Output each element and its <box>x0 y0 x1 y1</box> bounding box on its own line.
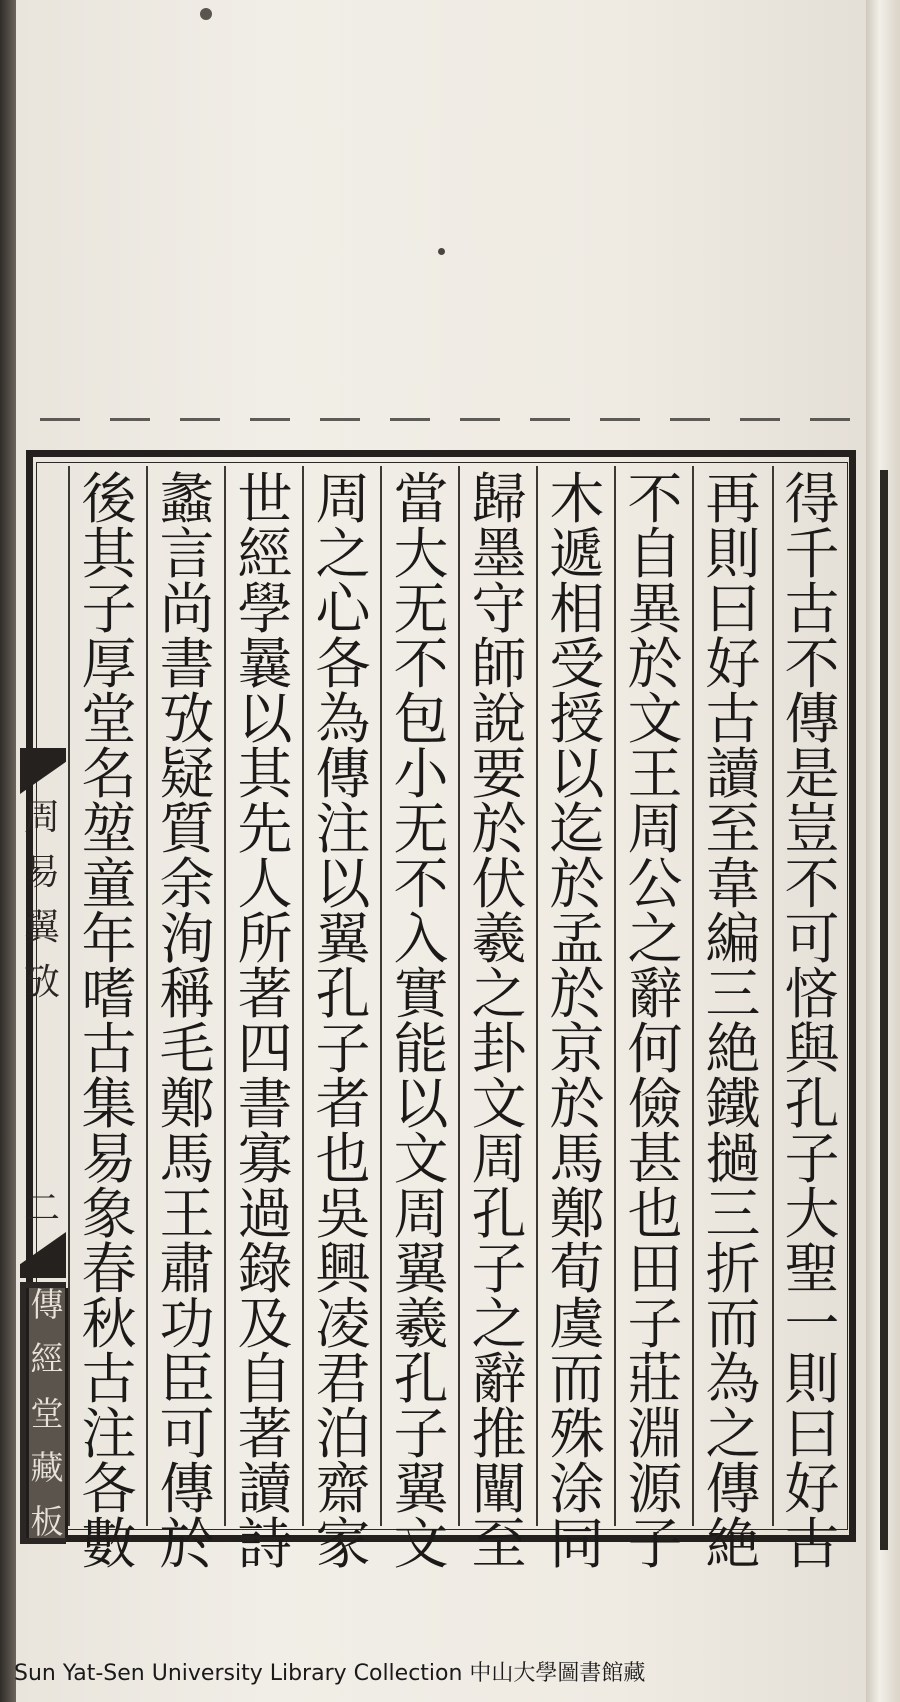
column-rule <box>68 466 70 1526</box>
glyph: 之 <box>471 962 527 1026</box>
glyph: 古 <box>784 1512 840 1576</box>
glyph: 莊 <box>627 1347 683 1411</box>
glyph: 毛 <box>159 1017 215 1081</box>
margin-page-number: 二 <box>23 1188 60 1229</box>
glyph: 詩 <box>237 1512 293 1576</box>
glyph: 入 <box>393 907 449 971</box>
glyph: 其 <box>237 742 293 806</box>
glyph: 子 <box>784 1127 840 1191</box>
glyph: 易 <box>81 1127 137 1191</box>
glyph: 大 <box>393 522 449 586</box>
glyph: 再 <box>705 467 761 531</box>
glyph: 馬 <box>549 1127 605 1191</box>
glyph: 源 <box>627 1457 683 1521</box>
glyph: 其 <box>81 522 137 586</box>
glyph: 鐵 <box>705 1072 761 1136</box>
glyph: 與 <box>784 1017 840 1081</box>
glyph: 推 <box>471 1402 527 1466</box>
glyph: 迄 <box>549 797 605 861</box>
text-column <box>695 466 771 1576</box>
glyph: 傳 <box>315 742 371 806</box>
glyph: 攷 <box>23 961 60 1003</box>
glyph: 各 <box>315 632 371 696</box>
glyph: 易 <box>23 851 60 893</box>
glyph: 可 <box>784 907 840 971</box>
glyph: 周 <box>315 467 371 531</box>
glyph: 人 <box>237 852 293 916</box>
glyph: 傳 <box>30 1285 64 1324</box>
glyph: 板 <box>30 1502 64 1541</box>
glyph: 翼 <box>393 1237 449 1301</box>
glyph: 不 <box>627 467 683 531</box>
glyph: 至 <box>705 797 761 861</box>
glyph: 周 <box>393 1182 449 1246</box>
glyph: 公 <box>627 852 683 916</box>
text-column <box>71 466 147 1576</box>
glyph: 實 <box>393 962 449 1026</box>
glyph: 疑 <box>159 742 215 806</box>
text-column <box>305 466 381 1576</box>
glyph: 子 <box>471 1237 527 1301</box>
glyph: 小 <box>393 742 449 806</box>
glyph: 可 <box>159 1402 215 1466</box>
glyph: 田 <box>627 1237 683 1301</box>
glyph: 編 <box>705 907 761 971</box>
glyph: 讀 <box>705 742 761 806</box>
glyph: 蠡 <box>159 467 215 531</box>
glyph: 功 <box>159 1292 215 1356</box>
glyph: 嗜 <box>81 962 137 1026</box>
glyph: 撾 <box>705 1127 761 1191</box>
glyph: 而 <box>549 1347 605 1411</box>
glyph: 稱 <box>159 962 215 1026</box>
glyph: 而 <box>705 1292 761 1356</box>
glyph: 折 <box>705 1237 761 1301</box>
glyph: 吳 <box>315 1182 371 1246</box>
glyph: 年 <box>81 907 137 971</box>
glyph: 名 <box>81 742 137 806</box>
glyph: 伏 <box>471 852 527 916</box>
glyph: 經 <box>237 522 293 586</box>
glyph: 孔 <box>315 962 371 1026</box>
glyph: 古 <box>81 1347 137 1411</box>
glyph: 无 <box>393 577 449 641</box>
glyph: 曰 <box>784 1402 840 1466</box>
collection-caption: Sun Yat-Sen University Library Collection 中山大學圖書館藏 <box>14 1661 646 1686</box>
glyph: 三 <box>705 962 761 1026</box>
glyph: 秋 <box>81 1292 137 1356</box>
glyph: 於 <box>549 852 605 916</box>
glyph: 臣 <box>159 1347 215 1411</box>
glyph: 不 <box>784 632 840 696</box>
glyph: 豈 <box>784 797 840 861</box>
text-column <box>539 466 615 1576</box>
glyph: 心 <box>315 577 371 641</box>
glyph: 師 <box>471 632 527 696</box>
glyph: 著 <box>237 962 293 1026</box>
glyph: 家 <box>315 1512 371 1576</box>
glyph: 於 <box>549 1072 605 1136</box>
text-column <box>149 466 225 1576</box>
glyph: 墨 <box>471 522 527 586</box>
glyph: 千 <box>784 522 840 586</box>
glyph: 注 <box>315 797 371 861</box>
glyph: 之 <box>471 1292 527 1356</box>
glyph: 授 <box>549 687 605 751</box>
glyph: 泊 <box>315 1402 371 1466</box>
glyph: 相 <box>549 577 605 641</box>
glyph: 尚 <box>159 577 215 641</box>
glyph: 遞 <box>549 522 605 586</box>
glyph: 說 <box>471 687 527 751</box>
glyph: 之 <box>705 1402 761 1466</box>
glyph: 集 <box>81 1072 137 1136</box>
ink-stain <box>438 248 445 255</box>
glyph: 淵 <box>627 1402 683 1466</box>
glyph: 古 <box>784 577 840 641</box>
glyph: 過 <box>237 1182 293 1246</box>
upper-margin-rule <box>40 418 852 421</box>
glyph: 也 <box>315 1127 371 1191</box>
glyph: 翼 <box>315 907 371 971</box>
glyph: 无 <box>393 797 449 861</box>
glyph: 於 <box>159 1512 215 1576</box>
glyph: 悋 <box>784 962 840 1026</box>
glyph: 質 <box>159 797 215 861</box>
glyph: 以 <box>393 1072 449 1136</box>
glyph: 傳 <box>705 1457 761 1521</box>
glyph: 要 <box>471 742 527 806</box>
glyph: 羲 <box>471 907 527 971</box>
glyph: 子 <box>81 577 137 641</box>
glyph: 世 <box>237 467 293 531</box>
glyph: 洵 <box>159 907 215 971</box>
glyph: 一 <box>784 1292 840 1356</box>
glyph: 各 <box>81 1457 137 1521</box>
glyph: 以 <box>237 687 293 751</box>
glyph: 肅 <box>159 1237 215 1301</box>
glyph: 文 <box>471 1072 527 1136</box>
glyph: 齋 <box>315 1457 371 1521</box>
glyph: 書 <box>237 1072 293 1136</box>
glyph: 絶 <box>705 1017 761 1081</box>
glyph: 當 <box>393 467 449 531</box>
glyph: 子 <box>315 1017 371 1081</box>
glyph: 為 <box>315 687 371 751</box>
glyph: 堃 <box>81 797 137 861</box>
glyph: 古 <box>81 1017 137 1081</box>
ink-stain <box>200 8 212 20</box>
glyph: 之 <box>627 907 683 971</box>
glyph: 童 <box>81 852 137 916</box>
glyph: 儉 <box>627 1072 683 1136</box>
spine-border <box>880 470 888 1550</box>
glyph: 以 <box>315 852 371 916</box>
glyph: 能 <box>393 1017 449 1081</box>
glyph: 堂 <box>30 1393 64 1433</box>
glyph: 攷 <box>159 687 215 751</box>
glyph: 四 <box>237 1017 293 1081</box>
glyph: 曰 <box>705 577 761 641</box>
glyph: 以 <box>549 742 605 806</box>
glyph: 著 <box>237 1402 293 1466</box>
glyph: 自 <box>627 522 683 586</box>
glyph: 言 <box>159 522 215 586</box>
glyph: 翼 <box>393 1457 449 1521</box>
glyph: 藏 <box>30 1447 64 1487</box>
glyph: 凌 <box>315 1292 371 1356</box>
glyph: 後 <box>81 467 137 531</box>
glyph: 子 <box>627 1292 683 1356</box>
glyph: 木 <box>549 467 605 531</box>
glyph: 京 <box>549 1017 605 1081</box>
glyph: 包 <box>393 687 449 751</box>
glyph: 周 <box>471 1127 527 1191</box>
glyph: 不 <box>784 852 840 916</box>
glyph: 辭 <box>471 1347 527 1411</box>
glyph: 也 <box>627 1182 683 1246</box>
glyph: 至 <box>471 1512 527 1576</box>
glyph: 孔 <box>393 1347 449 1411</box>
glyph: 於 <box>549 962 605 1026</box>
glyph: 春 <box>81 1237 137 1301</box>
glyph: 馬 <box>159 1127 215 1191</box>
glyph: 王 <box>627 742 683 806</box>
text-column <box>461 466 537 1576</box>
glyph: 曩 <box>237 632 293 696</box>
glyph: 經 <box>30 1339 64 1379</box>
glyph: 堂 <box>81 687 137 751</box>
glyph: 韋 <box>705 852 761 916</box>
glyph: 不 <box>393 852 449 916</box>
glyph: 翼 <box>23 906 60 948</box>
glyph: 傳 <box>159 1457 215 1521</box>
glyph: 孟 <box>549 907 605 971</box>
text-column <box>227 466 303 1576</box>
glyph: 大 <box>784 1182 840 1246</box>
glyph: 何 <box>627 1017 683 1081</box>
glyph: 鄭 <box>159 1072 215 1136</box>
glyph: 於 <box>627 632 683 696</box>
glyph: 殊 <box>549 1402 605 1466</box>
glyph: 之 <box>315 522 371 586</box>
book-left-edge <box>0 0 16 1702</box>
glyph: 古 <box>705 687 761 751</box>
glyph: 則 <box>784 1347 840 1411</box>
glyph: 王 <box>159 1182 215 1246</box>
glyph: 周 <box>627 797 683 861</box>
glyph: 書 <box>159 632 215 696</box>
glyph: 子 <box>627 1512 683 1576</box>
glyph: 文 <box>393 1512 449 1576</box>
glyph: 好 <box>784 1457 840 1521</box>
glyph: 文 <box>627 687 683 751</box>
glyph: 異 <box>627 577 683 641</box>
glyph: 數 <box>81 1512 137 1576</box>
glyph: 聖 <box>784 1237 840 1301</box>
glyph: 則 <box>705 522 761 586</box>
glyph: 守 <box>471 577 527 641</box>
glyph: 傳 <box>784 687 840 751</box>
text-column <box>774 466 850 1576</box>
glyph: 孔 <box>784 1072 840 1136</box>
margin-book-title <box>22 790 62 1010</box>
glyph: 子 <box>393 1402 449 1466</box>
glyph: 於 <box>471 797 527 861</box>
glyph: 象 <box>81 1182 137 1246</box>
text-column <box>383 466 459 1576</box>
glyph: 荀 <box>549 1237 605 1301</box>
glyph: 羲 <box>393 1292 449 1356</box>
text-column <box>617 466 693 1576</box>
glyph: 不 <box>393 632 449 696</box>
glyph: 甚 <box>627 1127 683 1191</box>
glyph: 同 <box>549 1512 605 1576</box>
glyph: 君 <box>315 1347 371 1411</box>
glyph: 辭 <box>627 962 683 1026</box>
glyph: 寡 <box>237 1127 293 1191</box>
glyph: 涂 <box>549 1457 605 1521</box>
glyph: 為 <box>705 1347 761 1411</box>
glyph: 厚 <box>81 632 137 696</box>
glyph: 讀 <box>237 1457 293 1521</box>
glyph: 鄭 <box>549 1182 605 1246</box>
glyph: 周 <box>23 796 60 838</box>
glyph: 及 <box>237 1292 293 1356</box>
margin-press-mark <box>26 1285 68 1541</box>
glyph: 文 <box>393 1127 449 1191</box>
glyph: 虞 <box>549 1292 605 1356</box>
glyph: 者 <box>315 1072 371 1136</box>
glyph: 好 <box>705 632 761 696</box>
glyph: 得 <box>784 467 840 531</box>
glyph: 三 <box>705 1182 761 1246</box>
glyph: 卦 <box>471 1017 527 1081</box>
glyph: 孔 <box>471 1182 527 1246</box>
glyph: 是 <box>784 742 840 806</box>
glyph: 學 <box>237 577 293 641</box>
glyph: 錄 <box>237 1237 293 1301</box>
glyph: 所 <box>237 907 293 971</box>
glyph: 先 <box>237 797 293 861</box>
glyph: 注 <box>81 1402 137 1466</box>
glyph: 闡 <box>471 1457 527 1521</box>
glyph: 歸 <box>471 467 527 531</box>
glyph: 自 <box>237 1347 293 1411</box>
glyph: 興 <box>315 1237 371 1301</box>
glyph: 余 <box>159 852 215 916</box>
glyph: 受 <box>549 632 605 696</box>
glyph: 絶 <box>705 1512 761 1576</box>
